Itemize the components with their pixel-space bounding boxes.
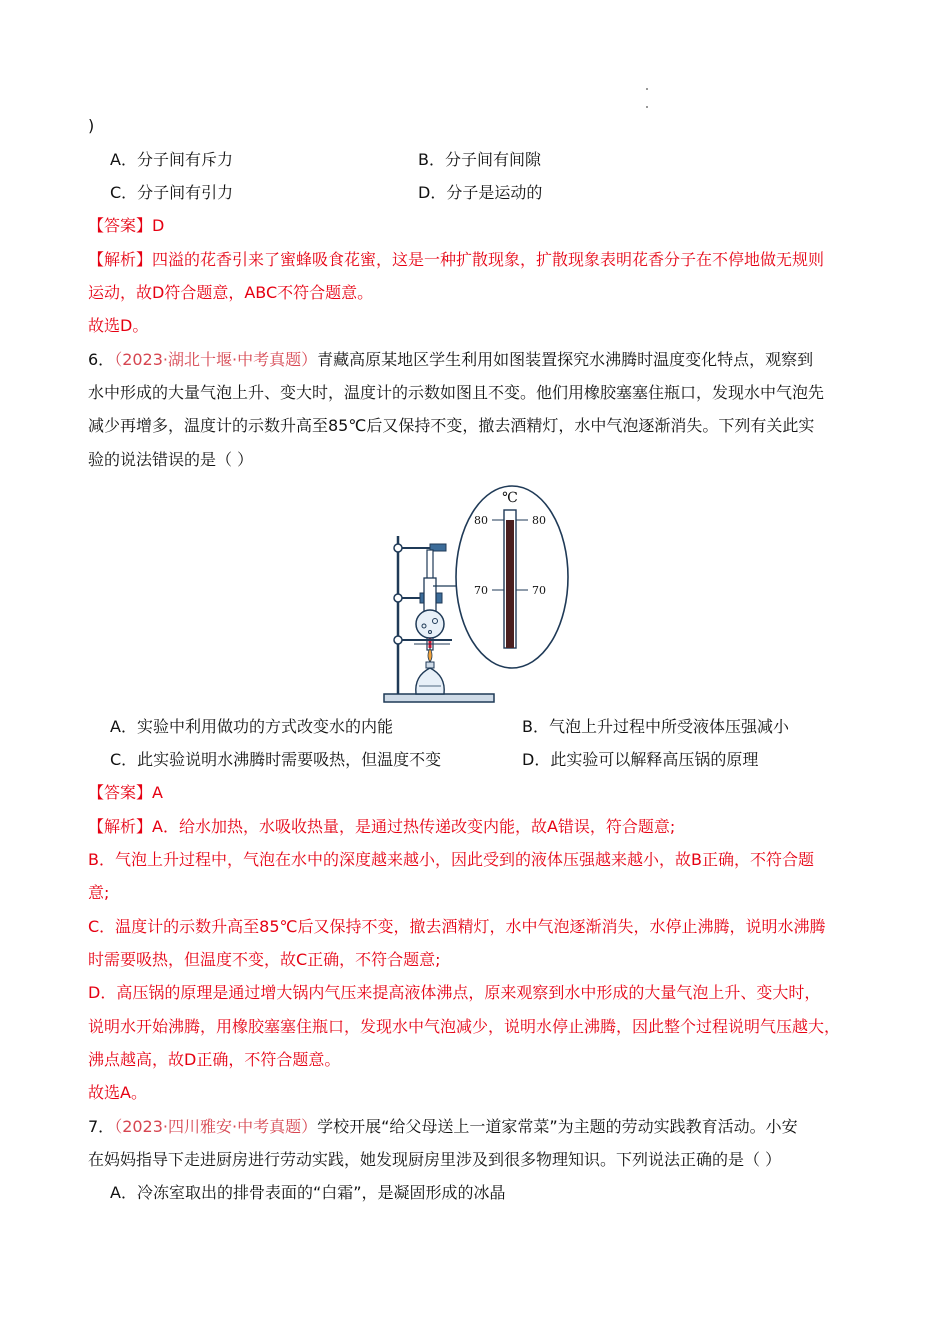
q6-stem-line: [88, 348, 813, 372]
tick-80-left: 80: [474, 514, 488, 527]
q6-answer: [88, 781, 163, 805]
q6-option-d: D．此实验可以解释高压锅的原理: [522, 750, 759, 769]
tick-70-right: 70: [532, 584, 546, 597]
q5-analysis-line: 【解析】四溢的花香引来了蜜蜂吸食花蜜，这是一种扩散现象，扩散现象表明花香分子在不停地做无规则: [88, 250, 825, 269]
flask: [416, 578, 444, 638]
q6-stem-line: 水中形成的大量气泡上升、变大时，温度计的示数如图且不变。他们用橡胶塞塞住瓶口，发现水中气泡先: [88, 383, 825, 402]
q6-option-b: B．气泡上升过程中所受液体压强减小: [522, 717, 789, 736]
q6-conclusion: 故选A。: [88, 1083, 147, 1102]
question-source: （2023·四川雅安·中考真题）: [114, 1117, 318, 1136]
scan-dot: [646, 106, 648, 108]
q5-option-b: B．分子间有间隙: [418, 150, 541, 169]
q5-option-a: A．分子间有斥力: [110, 150, 233, 169]
q5-answer: [88, 214, 164, 238]
q7-option-a: A．冷冻室取出的排骨表面的“白霜”，是凝固形成的冰晶: [110, 1183, 506, 1202]
q6-analysis-line: B．气泡上升过程中，气泡在水中的深度越来越小，因此受到的液体压强越来越小，故B正确，不符合题: [88, 850, 814, 869]
q5-conclusion: 故选D。: [88, 316, 149, 335]
unit-label: ℃: [502, 490, 518, 506]
q6-analysis-line: C．温度计的示数升高至85℃后又保持不变，撤去酒精灯，水中气泡逐渐消失，水停止沸腾，说明水沸腾: [88, 917, 826, 936]
answer-value: A: [152, 783, 163, 802]
thermometer-callout: [456, 486, 568, 668]
answer-label: 【答案】: [88, 783, 153, 802]
q5-analysis-line: 运动，故D符合题意，ABC不符合题意。: [88, 283, 374, 302]
analysis-label: 【解析】: [88, 817, 153, 836]
question-number: 6．: [88, 350, 115, 369]
q7-stem-line: 在妈妈指导下走进厨房进行劳动实践，她发现厨房里涉及到很多物理知识。下列说法正确的是（ ）: [88, 1150, 782, 1169]
q6-analysis-line: [88, 815, 675, 839]
tick-80-right: 80: [532, 514, 546, 527]
q6-stem-line: 减少再增多，温度计的示数升高至85℃后又保持不变，撤去酒精灯，水中气泡逐渐消失。下列有关此实: [88, 416, 815, 435]
q6-analysis-line: 沸点越高，故D正确，不符合题意。: [88, 1050, 341, 1069]
answer-value: D: [152, 216, 165, 235]
question-stem: 学校开展“给父母送上一道家常菜”为主题的劳动实践教育活动。小安: [317, 1117, 798, 1136]
tick-70-left: 70: [474, 584, 488, 597]
alcohol-lamp: [416, 648, 444, 694]
boiling-apparatus-figure: [380, 480, 580, 708]
flask-support-clamp: [394, 636, 452, 644]
q5-option-c: C．分子间有引力: [110, 183, 234, 202]
q7-stem-line: [88, 1115, 798, 1139]
q6-option-a: A．实验中利用做功的方式改变水的内能: [110, 717, 393, 736]
q5-option-d: D．分子是运动的: [418, 183, 543, 202]
q5-tail: ): [88, 116, 95, 135]
scan-dot: [646, 88, 648, 90]
q6-stem-line: 验的说法错误的是（ ）: [88, 450, 254, 469]
q6-analysis-line: D．高压锅的原理是通过增大锅内气压来提高液体沸点，原来观察到水中形成的大量气泡上升、变大时，: [88, 983, 821, 1002]
stand-base: [384, 694, 494, 702]
q6-analysis-line: 说明水开始沸腾，用橡胶塞塞住瓶口，发现水中气泡减少，说明水停止沸腾，因此整个过程说明气压越大，: [88, 1017, 841, 1036]
q6-analysis-line: 时需要吸热，但温度不变，故C正确，不符合题意;: [88, 950, 441, 969]
question-source: （2023·湖北十堰·中考真题）: [114, 350, 318, 369]
question-number: 7．: [88, 1117, 115, 1136]
q6-analysis-line: 意;: [88, 883, 110, 902]
q6-option-c: C．此实验说明水沸腾时需要吸热，但温度不变: [110, 750, 442, 769]
question-stem: 青藏高原某地区学生利用如图装置探究水沸腾时温度变化特点，观察到: [317, 350, 814, 369]
upper-clamp: [394, 544, 446, 552]
answer-label: 【答案】: [88, 216, 153, 235]
analysis-text: A．给水加热，水吸收热量，是通过热传递改变内能，故A错误，符合题意;: [152, 817, 676, 836]
